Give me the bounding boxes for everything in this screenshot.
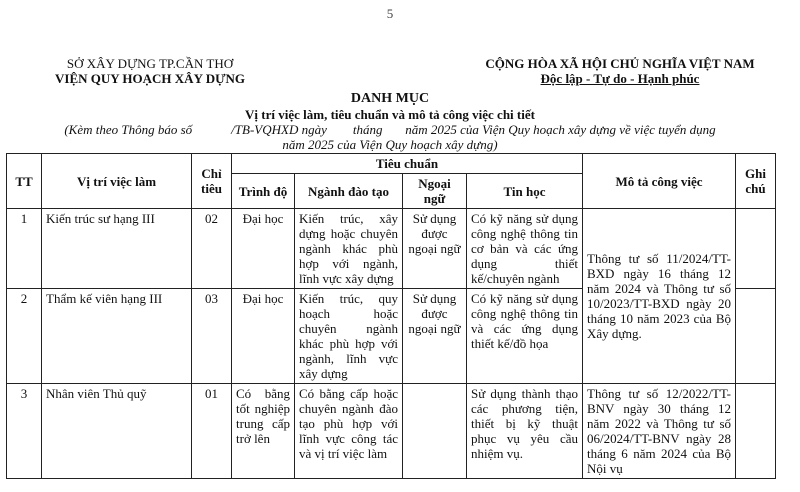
cell-position: Thẩm kế viên hạng III <box>42 289 192 384</box>
header-quota: Chỉ tiêu <box>192 154 232 209</box>
national-title: CỘNG HÒA XÃ HỘI CHỦ NGHĨA VIỆT NAM <box>485 56 755 71</box>
cell-description: Thông tư số 12/2022/TT-BNV ngày 30 tháng 12 năm 2022 và Thông tư số 06/2024/TT-BNV ngày 28 tháng 6 năm 2024 của Bộ Nội vụ <box>583 384 736 479</box>
table-row <box>7 209 776 289</box>
header-language: Ngoại ngữ <box>403 174 467 209</box>
table-header-row <box>7 154 776 174</box>
cell-it: Có kỹ năng sử dụng công nghệ thông tin và các ứng dụng thiết kế/đồ họa <box>467 289 583 384</box>
agency-name: VIỆN QUY HOẠCH XÂY DỰNG <box>55 71 245 86</box>
job-position-table <box>6 153 776 479</box>
attachment-note-line2: năm 2025 của Viện Quy hoạch xây dựng) <box>282 137 498 152</box>
cell-level: Đại học <box>232 209 295 289</box>
national-motto: Độc lập - Tự do - Hạnh phúc <box>540 71 700 86</box>
cell-language: Sử dụng được ngoại ngữ <box>403 209 467 289</box>
cell-notes <box>736 384 776 479</box>
header-it: Tin học <box>467 174 583 209</box>
cell-it: Sử dụng thành thạo các phương tiện, thiết bị kỹ thuật phục vụ yêu cầu nhiệm vụ. <box>467 384 583 479</box>
cell-it: Có kỹ năng sử dụng công nghệ thông tin cơ bản và các ứng dụng thiết kế/chuyên ngành <box>467 209 583 289</box>
cell-position: Kiến trúc sư hạng III <box>42 209 192 289</box>
cell-position: Nhân viên Thủ quỹ <box>42 384 192 479</box>
cell-training: Có bằng cấp hoặc chuyên ngành đào tạo phù hợp với lĩnh vực công tác và vị trí việc làm <box>295 384 403 479</box>
cell-tt: 1 <box>7 209 42 289</box>
national-header <box>470 56 770 86</box>
document-subtitle: Vị trí việc làm, tiêu chuẩn và mô tả công việc chi tiết <box>245 107 535 122</box>
cell-notes <box>736 289 776 384</box>
header-standard: Tiêu chuẩn <box>232 154 583 174</box>
attachment-note-line1: (Kèm theo Thông báo số /TB-VQHXD ngày tháng năm 2025 của Viện Quy hoạch xây dựng về việc tuyển dụng <box>64 122 716 137</box>
cell-description: Thông tư số 11/2024/TT-BXD ngày 16 tháng 12 năm 2024 và Thông tư số 10/2023/TT-BXD ngày 20 tháng 10 năm 2023 của Bộ Xây dựng. <box>583 209 736 384</box>
page-number: 5 <box>386 6 394 21</box>
cell-quota: 03 <box>192 289 232 384</box>
header-training: Ngành đào tạo <box>295 174 403 209</box>
cell-training: Kiến trúc, xây dựng hoặc chuyên ngành khác phù hợp với ngành, lĩnh vực xây dựng <box>295 209 403 289</box>
document-title: DANH MỤC <box>350 91 430 106</box>
cell-level: Đại học <box>232 289 295 384</box>
header-tt: TT <box>7 154 42 209</box>
cell-training: Kiến trúc, quy hoạch hoặc chuyên ngành khác phù hợp với ngành, lĩnh vực xây dựng <box>295 289 403 384</box>
header-notes: Ghi chú <box>736 154 776 209</box>
cell-language: Sử dụng được ngoại ngữ <box>403 289 467 384</box>
cell-quota: 01 <box>192 384 232 479</box>
header-description: Mô tả công việc <box>583 154 736 209</box>
cell-language <box>403 384 467 479</box>
issuing-agency <box>40 56 260 86</box>
table-row <box>7 384 776 479</box>
cell-quota: 02 <box>192 209 232 289</box>
cell-tt: 2 <box>7 289 42 384</box>
parent-agency: SỞ XÂY DỰNG TP.CẦN THƠ <box>66 56 234 71</box>
header-level: Trình độ <box>232 174 295 209</box>
cell-tt: 3 <box>7 384 42 479</box>
cell-notes <box>736 209 776 289</box>
header-position: Vị trí việc làm <box>42 154 192 209</box>
cell-level: Có bằng tốt nghiệp trung cấp trở lên <box>232 384 295 479</box>
